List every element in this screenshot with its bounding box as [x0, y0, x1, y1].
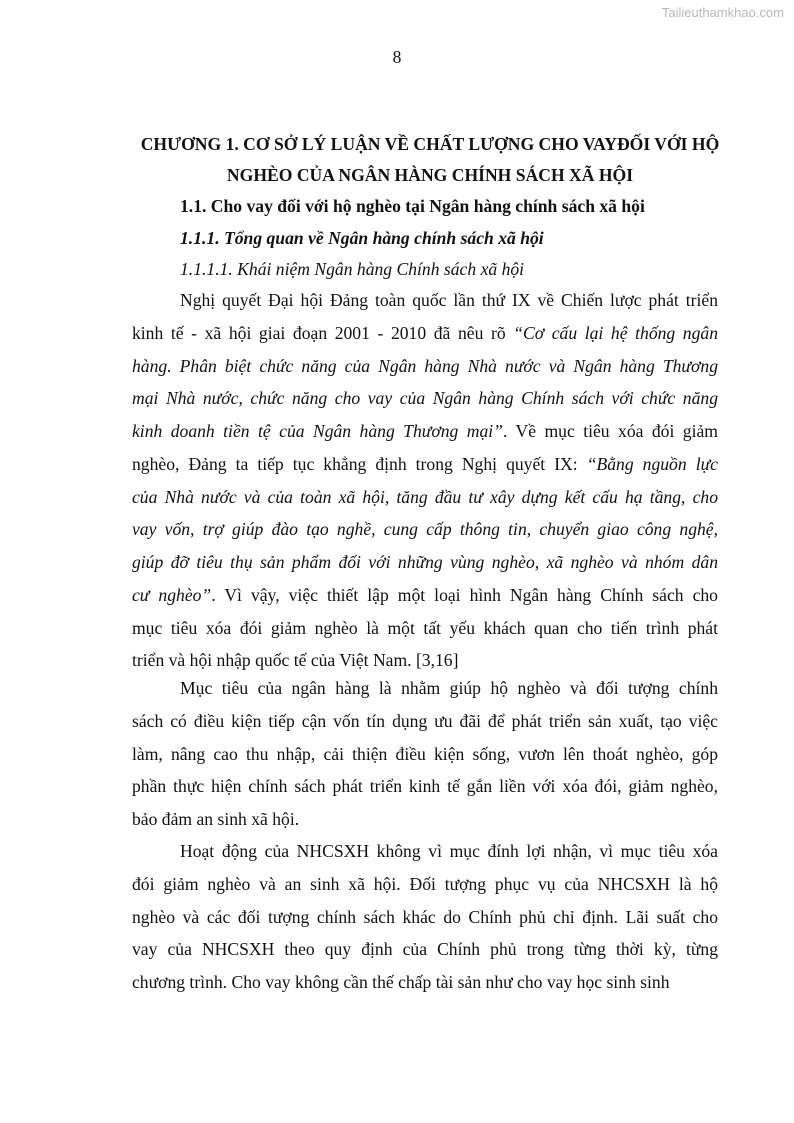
text-run: “Bằng nguồn lực [586, 453, 718, 474]
chapter-title-line-2: NGHÈO CỦA NGÂN HÀNG CHÍNH SÁCH XÃ HỘI [226, 165, 634, 185]
text-run: kinh tế - xã hội giai đoạn 2001 - 2010 đã nêu rõ [132, 322, 514, 343]
paragraph-2-line [132, 710, 718, 732]
text-run: phần thực hiện chính sách phát triển kinh tế gắn liền với xóa đói, giảm nghèo, [132, 776, 718, 797]
text-run: “Cơ cấu lại hệ thống ngân [513, 322, 718, 343]
text-run: chương trình. Cho vay không cần thế chấp tài sản như cho vay học sinh sinh [132, 972, 670, 992]
paragraph-1-line [132, 617, 718, 639]
paragraph-1-line [132, 551, 718, 573]
text-run: Mục tiêu của ngân hàng là nhằm giúp hộ nghèo và đối tượng chính [180, 678, 718, 698]
paragraph-3-line [132, 873, 718, 895]
paragraph-1-line [132, 387, 718, 409]
text-run: giúp đỡ tiêu thụ sản phẩm đối với những vùng nghèo, xã nghèo và nhóm dân [132, 552, 718, 572]
text-run: bảo đảm an sinh xã hội. [132, 809, 300, 829]
paragraph-3-line [132, 938, 718, 960]
paragraph-1-line [132, 518, 718, 540]
paragraph-2-line [132, 808, 718, 830]
text-run: mục tiêu xóa đói giảm nghèo là một tất yếu khách quan cho tiến trình phát [132, 617, 718, 638]
text-run: làm, nâng cao thu nhập, cải thiện điều kiện sống, vươn lên thoát nghèo, góp [132, 743, 718, 764]
paragraph-1-line [132, 355, 718, 377]
text-run: của Nhà nước và của toàn xã hội, tăng đầu tư xây dựng kết cấu hạ tầng, cho [132, 486, 718, 507]
paragraph-3-line [132, 971, 718, 993]
text-run: cư nghèo” [132, 584, 212, 605]
text-run: kinh doanh tiền tệ của Ngân hàng Thương mại” [132, 421, 503, 441]
chapter-title-line-1: CHƯƠNG 1. CƠ SỞ LÝ LUẬN VỀ CHẤT LƯỢNG CHO VAYĐỐI VỚI HỘ [140, 134, 720, 154]
section-heading-1-1-1: 1.1.1. Tổng quan về Ngân hàng chính sách xã hội [180, 228, 544, 248]
paragraph-1-line [180, 289, 718, 311]
paragraph-3-line [132, 906, 718, 928]
text-run: sách có điều kiện tiếp cận vốn tín dụng ưu đãi để phát triển sản xuất, tạo việc [132, 710, 718, 731]
text-run: đói giảm nghèo và an sinh xã hội. Đối tượng phục vụ của NHCSXH là hộ [132, 873, 718, 894]
text-run: hàng. Phân biệt chức năng của Ngân hàng Nhà nước và Ngân hàng Thương [132, 355, 718, 376]
paragraph-1-line [132, 453, 718, 475]
paragraph-2-line [180, 677, 718, 699]
text-run: triển và hội nhập quốc tế của Việt Nam. [3,16] [132, 650, 459, 671]
text-run: nghèo và các đối tượng chính sách khác do Chính phủ chỉ định. Lãi suất cho [132, 906, 718, 927]
text-run: mại Nhà nước, chức năng cho vay của Ngân hàng Chính sách với chức năng [132, 388, 718, 409]
text-run: . Vì vậy, việc thiết lập một loại hình Ngân hàng Chính sách cho [211, 584, 718, 605]
text-run: Hoạt động của NHCSXH không vì mục đính lợi nhận, vì mục tiêu xóa [180, 841, 718, 861]
paragraph-1-line [132, 486, 718, 508]
section-heading-1-1-1-1: 1.1.1.1. Khái niệm Ngân hàng Chính sách xã hội [180, 259, 525, 279]
watermark: Tailieuthamkhao.com [661, 5, 784, 20]
page-number: 8 [392, 47, 402, 67]
paragraph-1-line [132, 420, 718, 442]
text-run: nghèo, Đảng ta tiếp tục khẳng định trong Nghị quyết IX: [132, 453, 587, 474]
text-run: . Về mục tiêu xóa đói giảm [502, 421, 718, 441]
paragraph-2-line [132, 775, 718, 797]
section-heading-1-1: 1.1. Cho vay đối với hộ nghèo tại Ngân hàng chính sách xã hội [180, 196, 645, 216]
paragraph-2-line [132, 743, 718, 765]
paragraph-1-line [132, 584, 718, 606]
text-run: vay vốn, trợ giúp đào tạo nghề, cung cấp thông tin, chuyển giao công nghệ, [132, 519, 718, 540]
paragraph-1-line [132, 322, 718, 344]
text-run: vay của NHCSXH theo quy định của Chính phủ trong từng thời kỳ, từng [132, 939, 718, 960]
text-run: Nghị quyết Đại hội Đảng toàn quốc lần thứ IX về Chiến lược phát triển [180, 290, 718, 310]
paragraph-3-line [180, 840, 718, 862]
paragraph-1-line [132, 649, 718, 671]
